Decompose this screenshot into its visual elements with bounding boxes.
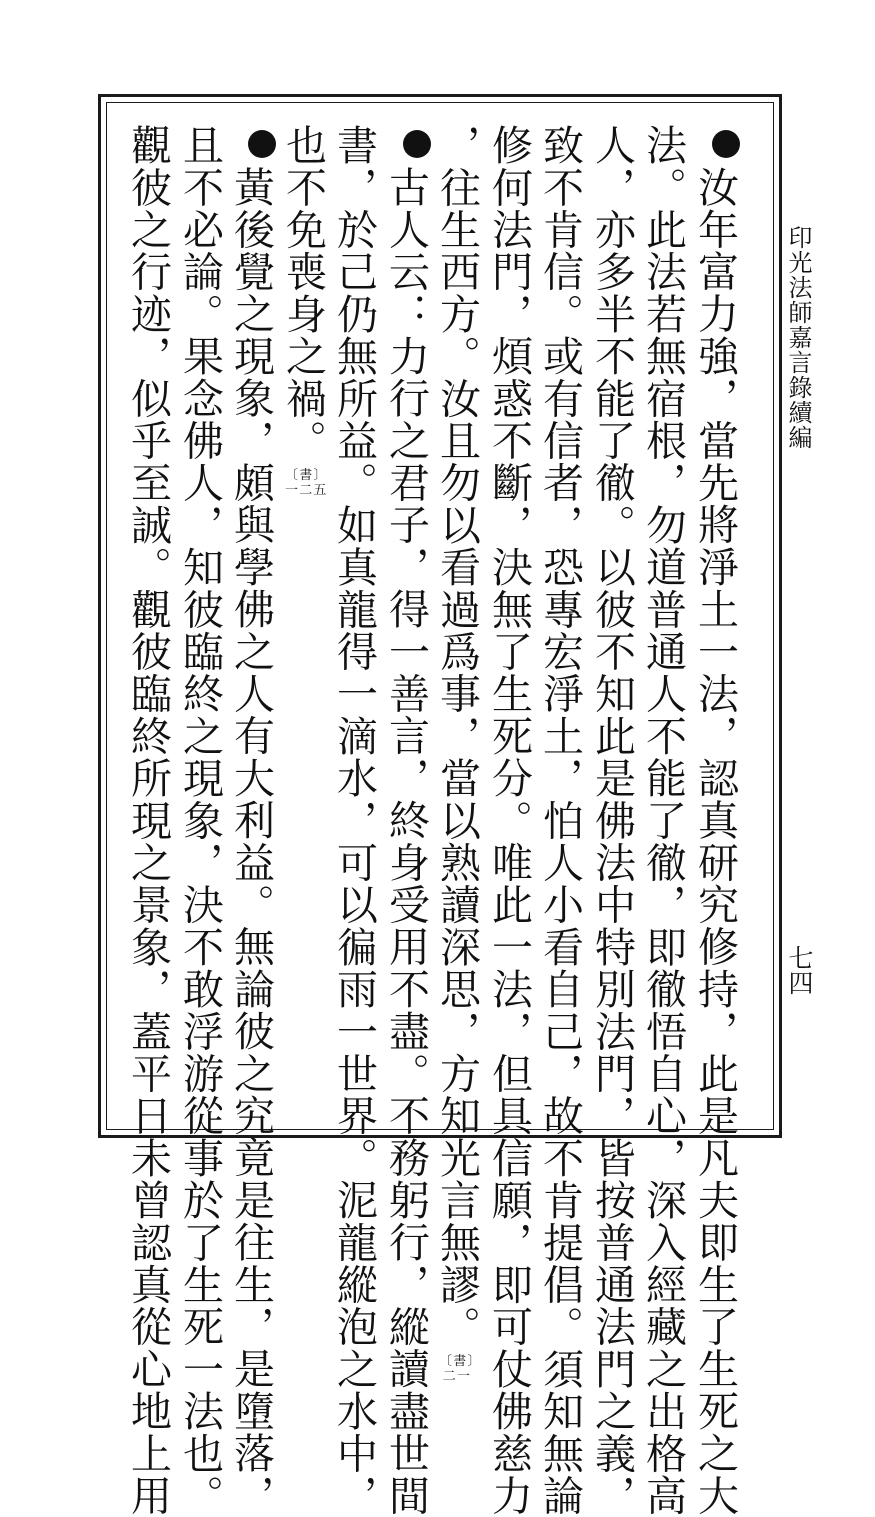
column-text: 且不必論。果念佛人，知彼臨終之現象，決不敢浮游從事於了生死一法也。 — [176, 124, 224, 1517]
column-text: 法。此法若無宿根，勿道普通人不能了徹，即徹悟自心，深入經藏之出格高 — [639, 124, 687, 1517]
text-column-5 — [486, 124, 532, 1517]
text-column-1 — [692, 124, 740, 1516]
column-text: 觀彼之行迹，似乎至誠。觀彼臨終所現之景象，蓋平日未曾認真從心地上用 — [124, 124, 172, 1517]
citation-note: 〔書〕 一二五 — [285, 467, 328, 498]
column-text: ，往生西方。汝且勿以看過爲事，當以熟讀深思，方知光言無謬。 — [433, 124, 481, 1348]
bullet-icon — [712, 130, 740, 158]
column-text: 黃後覺之現象，頗與學佛之人有大利益。無論彼之究竟是往生，是墮落， — [227, 166, 275, 1517]
column-text: 汝年富力強，當先將淨土一法，認真研究修持，此是凡夫即生了生死之大 — [691, 166, 739, 1517]
column-text: 也不免喪身之禍。 — [279, 124, 327, 462]
column-text: 書，於己仍無所益。如真龍得一滴水，可以徧雨一世界。泥龍縱泡之水中， — [330, 124, 378, 1517]
column-text: 人，亦多半不能了徹。以彼不知此是佛法中特別法門，皆按普通法門之義， — [588, 124, 636, 1517]
citation-note: 〔書〕 二一 — [439, 1353, 482, 1384]
text-column-3 — [589, 124, 635, 1517]
text-column-7 — [383, 124, 431, 1516]
text-column-10 — [228, 124, 276, 1516]
text-column-11 — [177, 124, 223, 1517]
running-title: 印光法師嘉言錄續編 — [784, 225, 812, 450]
page-number: 七四 — [785, 945, 814, 995]
bullet-icon — [248, 130, 276, 158]
text-column-9 — [280, 124, 326, 504]
column-text: 致不肯信。或有信者，恐專宏淨土，怕人小看自己，故不肯提倡。須知無論 — [536, 124, 584, 1517]
text-column-2 — [640, 124, 686, 1517]
column-text: 修何法門，煩惑不斷，決無了生死分。唯此一法，但具信願，即可仗佛慈力 — [485, 124, 533, 1517]
text-column-4 — [537, 124, 583, 1517]
text-column-6 — [434, 124, 480, 1390]
bullet-icon — [403, 130, 431, 158]
column-text: 古人云：力行之君子，得一善言，終身受用不盡。不務躬行，縱讀盡世間 — [382, 166, 430, 1517]
text-column-8 — [331, 124, 377, 1517]
text-column-12 — [125, 124, 171, 1517]
